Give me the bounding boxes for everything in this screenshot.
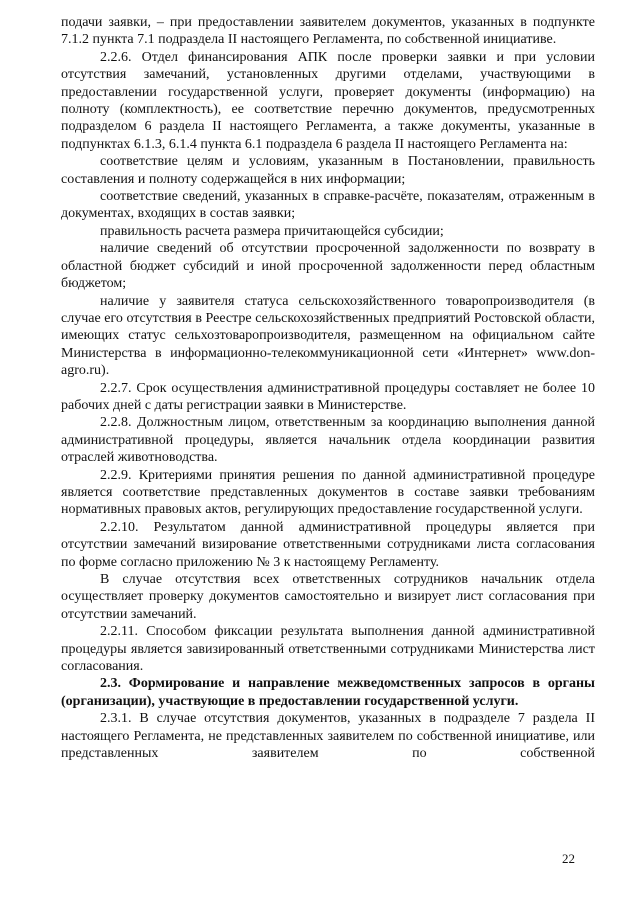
paragraph-1: подачи заявки, – при предоставлении заявителем документов, указанных в подпункте 7.1.2 пункта 7.1 подраздела II настоящего Регламента, по собственной инициативе. [61,15,595,48]
document-body [61,14,595,762]
paragraph-15: 2.3.1. В случае отсутствия документов, указанных в подразделе 7 раздела II настоящего Регламента, не представленных заявителем по собственной инициативе, или представленных заявителем по собственной [61,711,595,762]
paragraph-10: 2.2.9. Критериями принятия решения по данной административной процедуре является соответствие представленных документов в составе заявки требованиям нормативных правовых актов, регулирующих предоставление государственной услуги. [61,467,595,518]
paragraph-9: 2.2.8. Должностным лицом, ответственным за координацию выполнения данной административной процедуры, является начальник отдела координации развития отраслей животноводства. [61,415,595,466]
paragraph-5: правильность расчета размера причитающейся субсидии; [100,223,444,239]
paragraph-12: В случае отсутствия всех ответственных сотрудников начальник отдела осуществляет проверку документов самостоятельно и визирует лист согласования при отсутствии замечаний. [61,572,595,622]
paragraph-6: наличие сведений об отсутствии просроченной задолженности по возврату в областной бюджет субсидий и иной просроченной задолженности перед областным бюджетом; [61,241,595,292]
paragraph-3: соответствие целям и условиям, указанным в Постановлении, правильность составления и полноту содержащейся в них информации; [61,154,595,187]
paragraph-2: 2.2.6. Отдел финансирования АПК после проверки заявки и при условии отсутствия замечаний, установленных другими отделами, участвующими в предоставлении государственной услуги, проверяет документы (информацию) на полноту (комплектность), ее соответствие перечню документов, предусмотренных подразделом 6 раздела II настоящего Регламента, а также документы, указанные в подпунктах 6.1.3, 6.1.4 пункта 6.1 подраздела 6 раздела II настоящего Регламента на: [61,49,595,152]
page-number: 22 [562,851,575,866]
paragraph-14: 2.3. Формирование и направление межведомственных запросов в органы (организации), участвующие в предоставлении государственной услуги. [61,676,595,709]
paragraph-8: 2.2.7. Срок осуществления административной процедуры составляет не более 10 рабочих дней с даты регистрации заявки в Министерстве. [61,380,595,413]
paragraph-4: соответствие сведений, указанных в справке-расчёте, показателям, отраженным в документах, входящих в состав заявки; [61,189,595,222]
paragraph-11: 2.2.10. Результатом данной административной процедуры является при отсутствии замечаний визирование ответственными сотрудниками листа согласования по форме согласно приложению № 3 к настоящему Регламенту. [61,519,595,570]
paragraph-13: 2.2.11. Способом фиксации результата выполнения данной административной процедуры является завизированный ответственными сотрудниками Министерства лист согласования. [61,624,595,675]
paragraph-7: наличие у заявителя статуса сельскохозяйственного товаропроизводителя (в случае его отсутствия в Реестре сельскохозяйственных предприятий Ростовской области, имеющих статус сельхозтоваропроизводителя, размещенном на официальном сайте Министерства в информационно-телекоммуникационной сети «Интернет» www.don-agro.ru). [61,293,595,379]
